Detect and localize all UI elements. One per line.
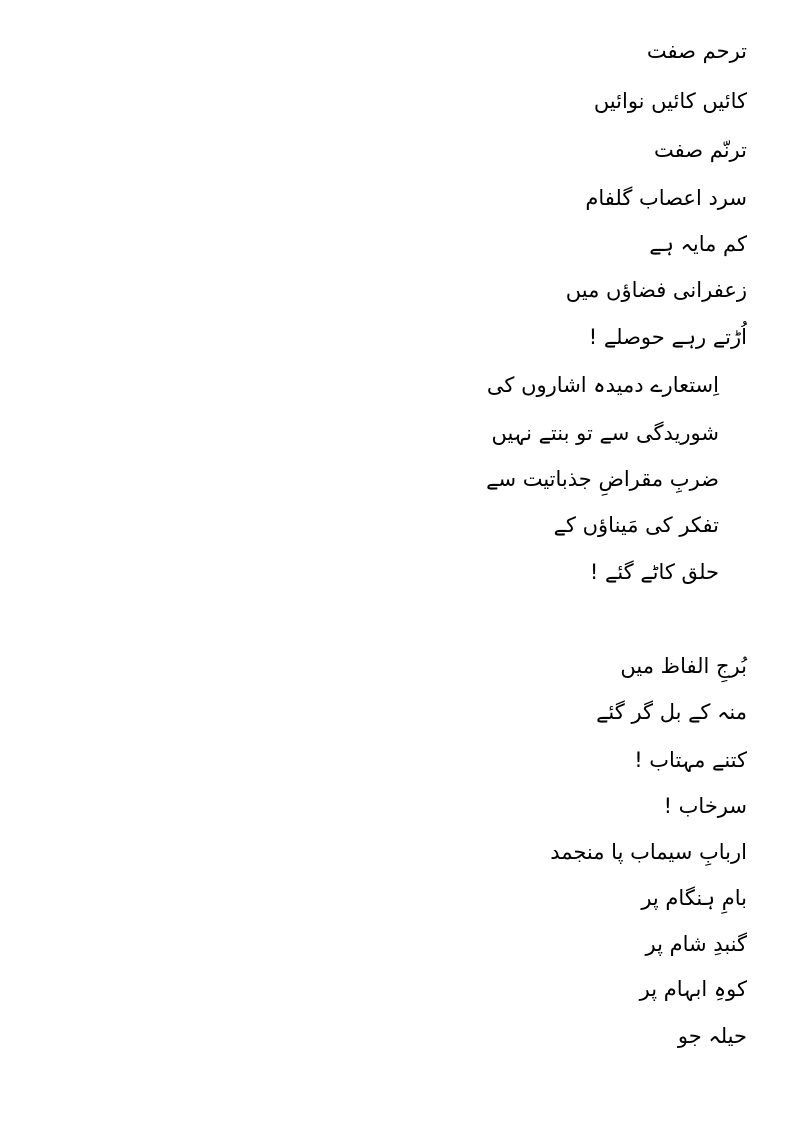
poem-line: اِستعارے دمیدہ اشاروں کی [486, 373, 719, 397]
poem-line: ضربِ مقراضِ جذباتیت سے [486, 467, 719, 491]
poem-line: کائیں کائیں نوائیں [593, 89, 747, 113]
poem-line: تفکر کی مَیناؤں کے [553, 513, 719, 537]
poem-line: کتنے مہتاب ! [634, 748, 747, 772]
poem-line: ترنّم صفت [653, 138, 747, 162]
poem-line: گنبدِ شام پر [645, 932, 747, 956]
poem-line: ترحم صفت [646, 39, 747, 63]
poem-line: منہ کے بل گر گئے [596, 700, 747, 724]
poem-line: شوریدگی سے تو بنتے نہیں [491, 421, 719, 445]
poem-line: حلق کاٹے گئے ! [589, 560, 719, 584]
poem-line: کم مایہ ہے [649, 232, 747, 256]
poem-line: بُرجِ الفاظ میں [620, 654, 747, 678]
poem-line: کوہِ ابہام پر [639, 977, 747, 1001]
poem-line: حیلہ جو [677, 1024, 747, 1048]
poem-line: سرد اعصاب گلفام [585, 186, 747, 210]
poem-line: اربابِ سیماب پا منجمد [550, 840, 747, 864]
poem-line: بامِ ہنگام پر [641, 886, 747, 910]
poem-line: اُڑتے رہے حوصلے ! [588, 325, 747, 349]
poem-line: سرخاب ! [663, 794, 747, 818]
poem-line: زعفرانی فضاؤں میں [565, 278, 747, 302]
